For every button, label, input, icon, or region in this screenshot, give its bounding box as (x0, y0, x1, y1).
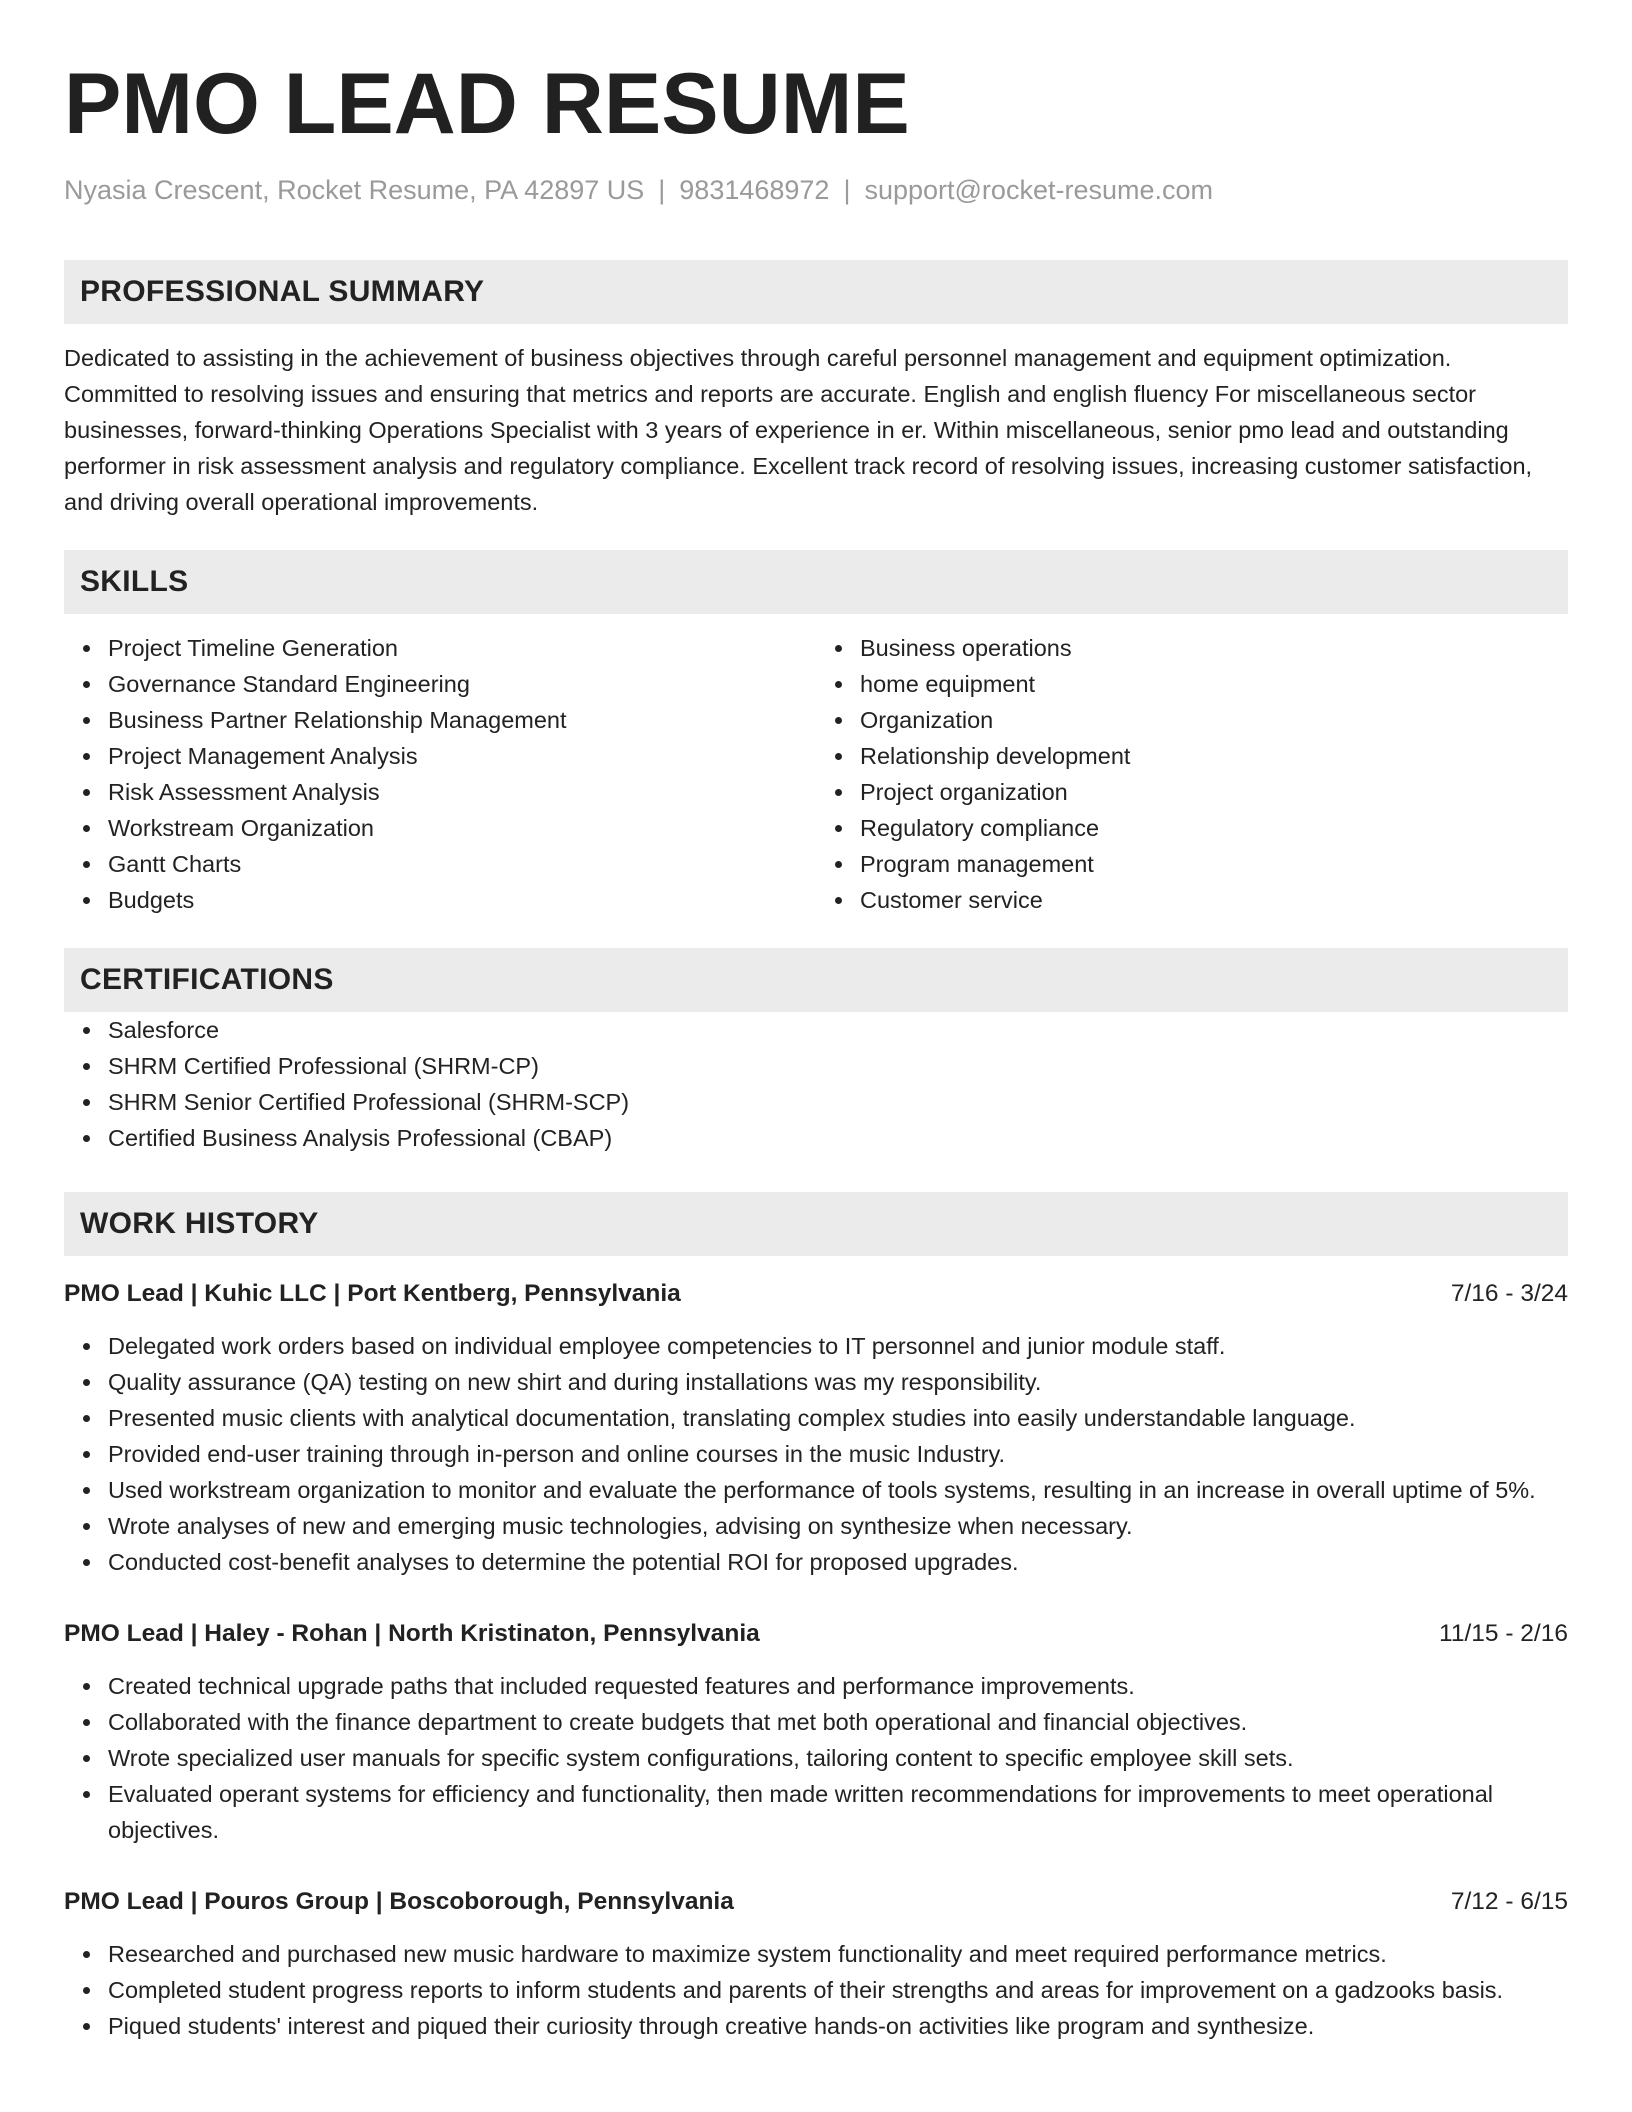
skill-item: Customer service (860, 882, 1568, 918)
summary-heading: PROFESSIONAL SUMMARY (80, 275, 485, 308)
contact-address: Nyasia Crescent, Rocket Resume, PA 42897 US (64, 175, 645, 205)
certification-item: Certified Business Analysis Professional (CBAP) (108, 1120, 1568, 1156)
skill-item: Program management (860, 846, 1568, 882)
skill-item: Regulatory compliance (860, 810, 1568, 846)
certification-item: SHRM Certified Professional (SHRM-CP) (108, 1048, 1568, 1084)
skill-item: Project Management Analysis (108, 738, 816, 774)
section-header (64, 1192, 1568, 1256)
job-bullet: Presented music clients with analytical documentation, translating complex studies into easily understandable language. (108, 1400, 1568, 1436)
certification-item: SHRM Senior Certified Professional (SHRM-SCP) (108, 1084, 1568, 1120)
summary-text: Dedicated to assisting in the achievement of business objectives through careful personnel management and equipment optimization. Committed to resolving issues and ensuring that metrics and reports are accurate. English and english fluency For miscellaneous sector businesses, forward-thinking Operations Specialist with 3 years of experience in er. Within miscellaneous, senior pmo lead and outstanding performer in risk assessment analysis and regulatory compliance. Excellent track record of resolving issues, increasing customer satisfaction, and driving overall operational improvements. (64, 345, 1533, 515)
job-bullet: Delegated work orders based on individual employee competencies to IT personnel and junior module staff. (108, 1328, 1568, 1364)
skills-section (64, 550, 1568, 918)
skill-item: Workstream Organization (108, 810, 816, 846)
job-title: PMO Lead | Kuhic LLC | Port Kentberg, Pennsylvania (64, 1280, 681, 1307)
job-bullet: Provided end-user training through in-person and online courses in the music Industry. (108, 1436, 1568, 1472)
job-bullet: Researched and purchased new music hardware to maximize system functionality and meet required performance metrics. (108, 1936, 1568, 1972)
contact-phone: 9831468972 (679, 175, 830, 205)
job-bullet: Completed student progress reports to inform students and parents of their strengths and areas for improvement on a gadzooks basis. (108, 1972, 1568, 2008)
job-title: PMO Lead | Pouros Group | Boscoborough, Pennsylvania (64, 1888, 734, 1915)
job-bullets (64, 1668, 1568, 1848)
job-bullet: Evaluated operant systems for efficiency and functionality, then made written recommendations for improvements to meet operational objectives. (108, 1776, 1568, 1848)
job-title: PMO Lead | Haley - Rohan | North Kristinaton, Pennsylvania (64, 1620, 760, 1647)
skills-list-left (64, 630, 816, 918)
job-bullet: Collaborated with the finance department to create budgets that met both operational and financial objectives. (108, 1704, 1568, 1740)
job-bullet: Used workstream organization to monitor and evaluate the performance of tools systems, resulting in an increase in overall uptime of 5%. (108, 1472, 1568, 1508)
certifications-section (64, 948, 1568, 1156)
skill-item: Governance Standard Engineering (108, 666, 816, 702)
job-bullet: Created technical upgrade paths that included requested features and performance improvements. (108, 1668, 1568, 1704)
job-bullet: Wrote analyses of new and emerging music technologies, advising on synthesize when necessary. (108, 1508, 1568, 1544)
skills-heading: SKILLS (80, 565, 189, 598)
job-entry (64, 1276, 1568, 1580)
job-dates: 7/16 - 3/24 (1450, 1280, 1568, 1307)
job-header (64, 1616, 1568, 1652)
skill-item: Project Timeline Generation (108, 630, 816, 666)
section-header (64, 260, 1568, 324)
certifications-list (64, 1012, 1568, 1156)
skill-item: Business operations (860, 630, 1568, 666)
contact-separator: | (843, 175, 851, 205)
skill-item: Risk Assessment Analysis (108, 774, 816, 810)
skill-item: Business Partner Relationship Management (108, 702, 816, 738)
contact-separator: | (658, 175, 666, 205)
work-history-section (64, 1192, 1568, 2044)
job-bullets (64, 1936, 1568, 2044)
contact-line (64, 172, 1568, 208)
job-header (64, 1276, 1568, 1312)
work-history-heading: WORK HISTORY (80, 1207, 319, 1240)
skill-item: Budgets (108, 882, 816, 918)
resume-title: PMO LEAD RESUME (64, 56, 910, 152)
section-header (64, 948, 1568, 1012)
skill-item: Gantt Charts (108, 846, 816, 882)
job-dates: 11/15 - 2/16 (1439, 1620, 1568, 1647)
job-bullet: Quality assurance (QA) testing on new shirt and during installations was my responsibility. (108, 1364, 1568, 1400)
skills-list-right (816, 630, 1568, 918)
contact-email: support@rocket-resume.com (864, 175, 1213, 205)
certifications-heading: CERTIFICATIONS (80, 963, 334, 996)
skill-item: Project organization (860, 774, 1568, 810)
job-entry (64, 1616, 1568, 1848)
job-dates: 7/12 - 6/15 (1450, 1888, 1568, 1915)
section-header (64, 550, 1568, 614)
certification-item: Salesforce (108, 1012, 1568, 1048)
resume-page (64, 52, 1568, 2044)
skills-columns (64, 630, 1568, 918)
skill-item: Organization (860, 702, 1568, 738)
skill-item: home equipment (860, 666, 1568, 702)
summary-section (64, 260, 1568, 520)
job-header (64, 1884, 1568, 1920)
job-entry (64, 1884, 1568, 2044)
job-bullet: Wrote specialized user manuals for specific system configurations, tailoring content to specific employee skill sets. (108, 1740, 1568, 1776)
job-bullets (64, 1328, 1568, 1580)
job-bullet: Piqued students' interest and piqued their curiosity through creative hands-on activities like program and synthesize. (108, 2008, 1568, 2044)
job-bullet: Conducted cost-benefit analyses to determine the potential ROI for proposed upgrades. (108, 1544, 1568, 1580)
skill-item: Relationship development (860, 738, 1568, 774)
